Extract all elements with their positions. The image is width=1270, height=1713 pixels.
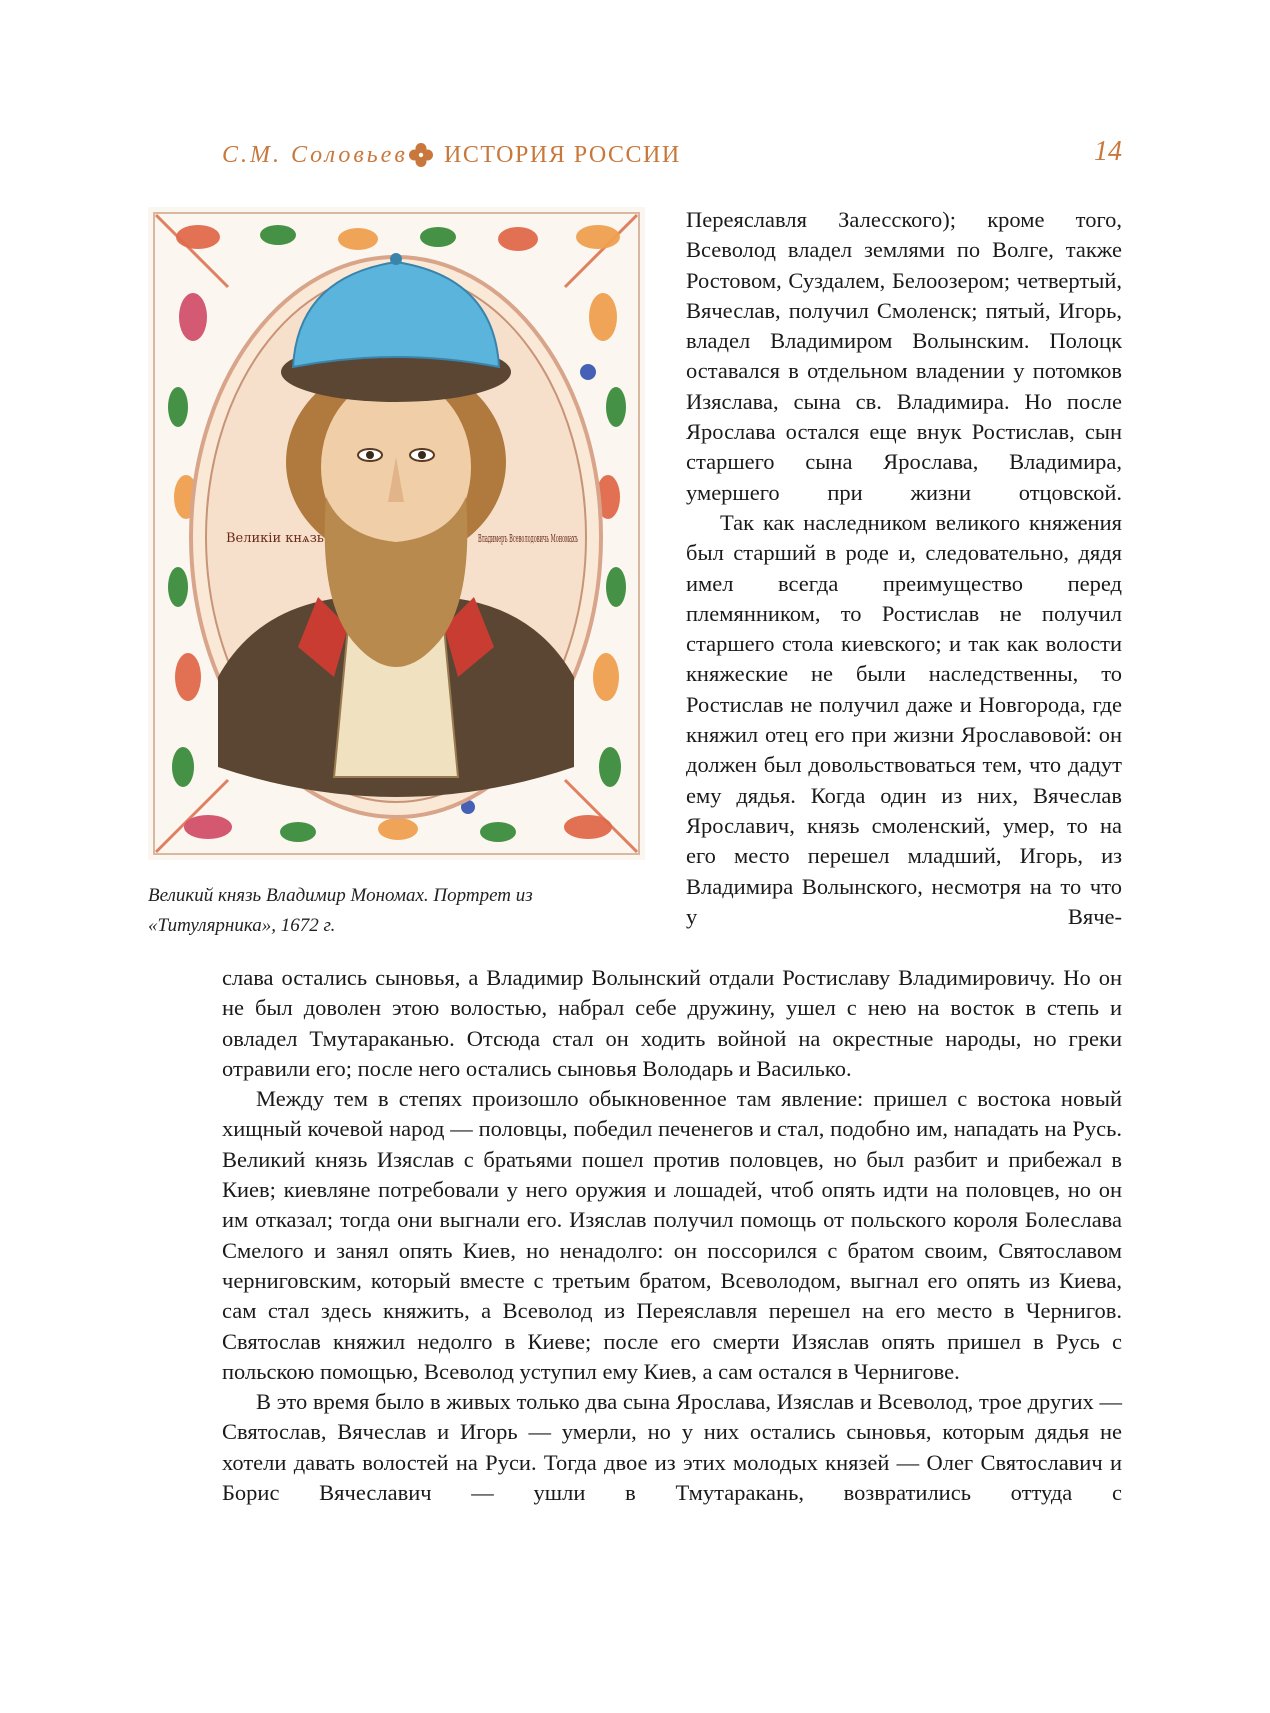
- figure-caption: Великий князь Владимир Мономах. Портрет из «Титулярника», 1672 г.: [148, 885, 533, 936]
- paragraph: Переяславля Залесского); кроме того, Всеволод владел землями по Волге, также Ростовом, Суздалем, Белоозером; четвертый, Вячеслав, получил Смоленск; пятый, Игорь, владел Владимиром Волынским. Полоцк оставался в отдельном владении у потомков Изяслава, сына св. Владимира. Но после Ярослава остался еще внук Ростислав, сын старшего сына Ярослава, Владимира, умершего при жизни отцовской.: [686, 207, 1122, 505]
- header-author: С.М. Соловьев: [222, 142, 408, 168]
- paragraph: Так как наследником великого княжения был старший в роде и, следовательно, дядя имел всегда преимущество перед племянником, то Ростислав не получил старшего стола киевского; и так как волости княжеские не были наследственны, то Ростислав не получил даже и Новгорода, где княжил отец его при жизни Ярославовой: он должен был довольствоваться тем, что дадут ему дядья. Когда один из них, Вячеслав Ярославич, князь смоленский, умер, то на его место перешел младший, Игорь, из Владимира Волынского, несмотря на то что у Вяче-: [686, 509, 1122, 929]
- page-number: 14: [1094, 136, 1122, 167]
- right-column-text: [686, 205, 1122, 932]
- quatrefoil-ornament-icon: [408, 142, 434, 168]
- paragraph: слава остались сыновья, а Владимир Волынский отдали Ростиславу Владимировичу. Но он не был доволен этою волостью, набрал себе дружину, ушел с нею на восток в степь и овладел Тмутараканью. Отсюда стал он ходить войной на окрестные народы, но греки отравили его; после него остались сыновья Володарь и Василько.: [222, 965, 1122, 1081]
- running-header: [222, 136, 1122, 176]
- portrait-figure: [148, 207, 645, 860]
- header-book-title: ИСТОРИЯ РОССИИ: [444, 142, 681, 168]
- portrait-image: [148, 207, 645, 860]
- portrait-label-left: Великiи кнѧзь: [226, 531, 324, 546]
- portrait-label-right: Владимеръ Всеволодовичь Мономахъ: [478, 532, 578, 545]
- paragraph: В это время было в живых только два сына Ярослава, Изяслав и Всеволод, трое других — Святослав, Вячеслав и Игорь — умерли, но у них остались сыновья, которым дядья не хотели давать волостей на Руси. Тогда двое из этих молодых князей — Олег Святославич и Борис Вячеславич — ушли в Тмутаракань, возвратились оттуда с: [222, 1389, 1122, 1506]
- paragraph: Между тем в степях произошло обыкновенное там явление: пришел с востока новый хищный кочевой народ — половцы, победил печенегов и стал, подобно им, нападать на Русь. Великий князь Изяслав с братьями пошел против половцев, но был разбит и прибежал в Киев; киевляне потребовали у него оружия и лошадей, чтоб опять идти на половцев, но он им отказал; тогда они выгнали его. Изяслав получил помощь от польского короля Болеслава Смелого и занял опять Киев, но ненадолго: он поссорился с братом своим, Святославом черниговским, который вместе с третьим братом, Всеволодом, выгнал его опять из Киева, сам стал здесь княжить, а Всеволод из Переяславля перешел на его место в Чернигов. Святослав княжил недолго в Киеве; после его смерти Изяслав опять пришел в Русь с польскою помощью, Всеволод уступил ему Киев, а сам остался в Чернигове.: [222, 1086, 1122, 1384]
- full-width-text: [222, 963, 1122, 1508]
